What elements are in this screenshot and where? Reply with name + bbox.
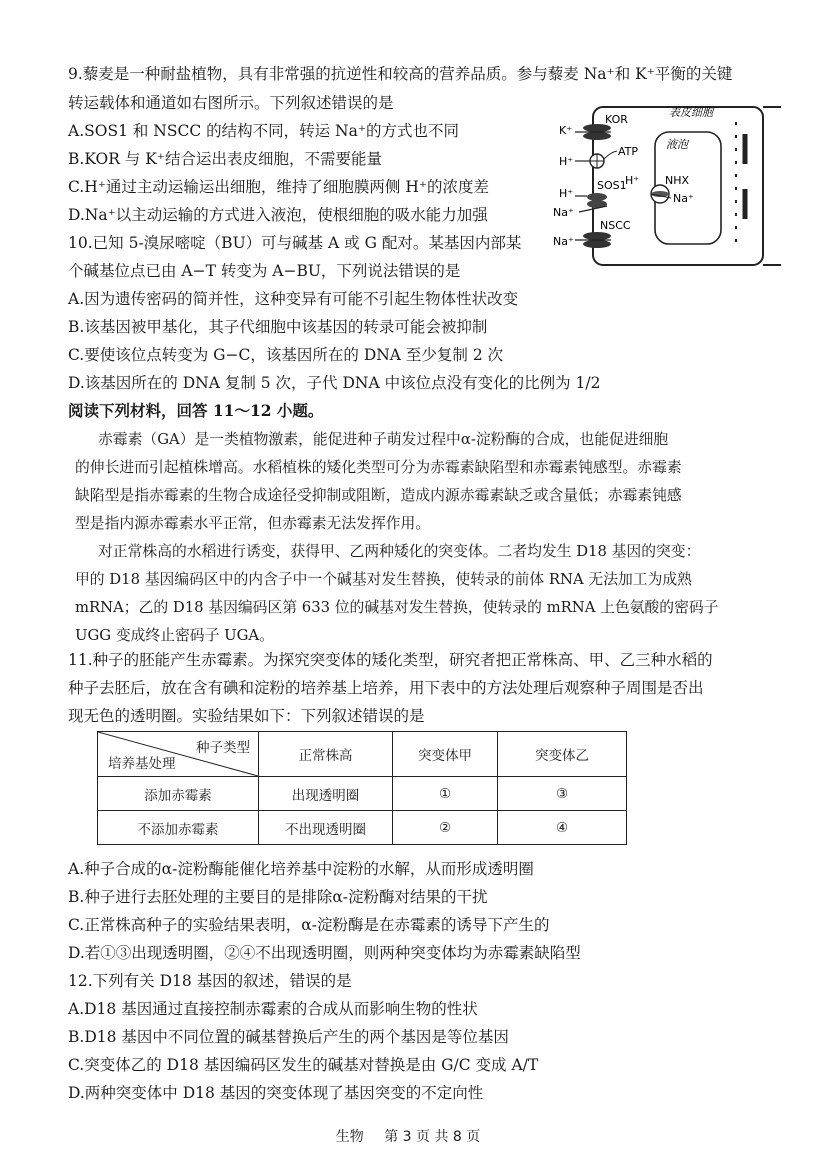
sos1-transporter bbox=[587, 193, 607, 208]
q10-option-b: B.该基因被甲基化，其子代细胞中该基因的转录可能会被抑制 bbox=[68, 318, 488, 336]
q9-option-d: D.Na⁺以主动运输的方式进入液泡，使根细胞的吸水能力加强 bbox=[68, 206, 488, 224]
material-p2-line2: 甲的 D18 基因编码区中的内含子中一个碱基对发生替换，使转录的前体 RNA 无法加工为成熟 bbox=[75, 571, 692, 588]
table-header-row bbox=[98, 732, 627, 777]
cell-label: 表皮细胞 bbox=[669, 106, 713, 119]
corner-top-label: 种子类型 bbox=[196, 740, 250, 756]
q12-option-d: D.两种突变体中 D18 基因的突变体现了基因突变的不定向性 bbox=[68, 1084, 484, 1102]
kor-label: KOR bbox=[605, 113, 628, 126]
q9-stem-line2: 转运载体和通道如右图所示。下列叙述错误的是 bbox=[68, 94, 394, 112]
table-corner-cell bbox=[98, 732, 259, 777]
na-ion-label-2: Na⁺ bbox=[553, 235, 574, 248]
q12-stem: 12.下列有关 D18 基因的叙述，错误的是 bbox=[68, 972, 352, 990]
row-label: 不添加赤霉素 bbox=[98, 811, 259, 845]
page-footer bbox=[0, 1126, 816, 1146]
k-ion-label: K⁺ bbox=[559, 124, 573, 137]
row-label: 添加赤霉素 bbox=[98, 777, 259, 811]
q11-option-c: C.正常株高种子的实验结果表明，α-淀粉酶是在赤霉素的诱导下产生的 bbox=[68, 916, 550, 934]
sos1-label: SOS1 bbox=[597, 179, 627, 192]
q9-stem-line1: 9.藜麦是一种耐盐植物，具有非常强的抗逆性和较高的营养品质。参与藜麦 Na⁺和 K⁺平衡的关键 bbox=[68, 65, 733, 83]
footer-page-number: 第 3 页 共 8 页 bbox=[384, 1129, 481, 1145]
na-ion-label-1: Na⁺ bbox=[553, 206, 574, 219]
table-header: 突变体乙 bbox=[498, 732, 627, 777]
q9-option-b: B.KOR 与 K⁺结合运出表皮细胞，不需要能量 bbox=[68, 150, 382, 168]
material-p1-line2: 的伸长进而引起植株增高。水稻植株的矮化类型可分为赤霉素缺陷型和赤霉素钝感型。赤霉素 bbox=[75, 459, 682, 476]
q12-option-b: B.D18 基因中不同位置的碱基替换后产生的两个基因是等位基因 bbox=[68, 1028, 509, 1046]
h-ion-label-1: H⁺ bbox=[559, 155, 574, 168]
table-cell: ① bbox=[393, 777, 498, 811]
material-p2-line4: UGG 变成终止密码子 UGA。 bbox=[75, 627, 274, 644]
atp-label: ATP bbox=[618, 145, 639, 158]
cell-transport-diagram bbox=[553, 104, 783, 269]
nscc-label: NSCC bbox=[600, 219, 631, 232]
material-p2-line3: mRNA；乙的 D18 基因编码区第 633 位的碱基对发生替换，使转录的 mRNA 上色氨酸的密码子 bbox=[75, 599, 719, 616]
q12-option-c: C.突变体乙的 D18 基因编码区发生的碱基对替换是由 G/C 变成 A/T bbox=[68, 1056, 539, 1074]
table-header: 突变体甲 bbox=[393, 732, 498, 777]
vacuole-label: 液泡 bbox=[666, 138, 688, 151]
material-p1-line1: 赤霉素（GA）是一类植物激素，能促进种子萌发过程中α-淀粉酶的合成，也能促进细胞 bbox=[98, 431, 669, 448]
h-ion-label-2: H⁺ bbox=[559, 187, 574, 200]
q9-option-a: A.SOS1 和 NSCC 的结构不同，转运 Na⁺的方式也不同 bbox=[68, 122, 460, 140]
table-row bbox=[98, 811, 627, 845]
q10-option-c: C.要使该位点转变为 G−C，该基因所在的 DNA 至少复制 2 次 bbox=[68, 346, 504, 364]
material-p1-line3: 缺陷型是指赤霉素的生物合成途径受抑制或阻断，造成内源赤霉素缺乏或含量低；赤霉素钝感 bbox=[75, 487, 682, 504]
h-ion-label-3: H⁺ bbox=[625, 174, 640, 187]
q10-option-d: D.该基因所在的 DNA 复制 5 次，子代 DNA 中该位点没有变化的比例为 1/2 bbox=[68, 374, 601, 392]
material-p1-line4: 型是指内源赤霉素水平正常，但赤霉素无法发挥作用。 bbox=[75, 515, 431, 532]
q11-stem-line2: 种子去胚后，放在含有碘和淀粉的培养基上培养，用下表中的方法处理后观察种子周围是否出 bbox=[68, 679, 704, 697]
table-cell: ④ bbox=[498, 811, 627, 845]
q10-stem-line1: 10.已知 5-溴尿嘧啶（BU）可与碱基 A 或 G 配对。某基因内部某 bbox=[68, 234, 522, 252]
material-p2-line1: 对正常株高的水稻进行诱变，获得甲、乙两种矮化的突变体。二者均发生 D18 基因的突变： bbox=[98, 543, 701, 560]
q11-option-a: A.种子合成的α-淀粉酶能催化培养基中淀粉的水解，从而形成透明圈 bbox=[68, 860, 534, 878]
material-heading: 阅读下列材料，回答 11～12 小题。 bbox=[68, 401, 324, 420]
na-ion-label-3: Na⁺ bbox=[673, 192, 694, 205]
table-cell: ③ bbox=[498, 777, 627, 811]
q10-stem-line2: 个碱基位点已由 A−T 转变为 A−BU，下列说法错误的是 bbox=[68, 262, 461, 280]
table-row bbox=[98, 777, 627, 811]
table-cell: ② bbox=[393, 811, 498, 845]
q9-option-c: C.H⁺通过主动运输运出细胞，维持了细胞膜两侧 H⁺的浓度差 bbox=[68, 178, 490, 196]
corner-bottom-label: 培养基处理 bbox=[108, 756, 176, 772]
q10-option-a: A.因为遗传密码的简并性，这种变异有可能不引起生物体性状改变 bbox=[68, 290, 519, 308]
table-cell: 不出现透明圈 bbox=[259, 811, 393, 845]
experiment-table bbox=[97, 731, 627, 845]
q11-stem-line3: 现无色的透明圈。实验结果如下：下列叙述错误的是 bbox=[68, 707, 425, 725]
nhx-label: NHX bbox=[665, 174, 690, 187]
q12-option-a: A.D18 基因通过直接控制赤霉素的合成从而影响生物的性状 bbox=[68, 1000, 478, 1018]
q11-option-b: B.种子进行去胚处理的主要目的是排除α-淀粉酶对结果的干扰 bbox=[68, 888, 488, 906]
q11-stem-line1: 11.种子的胚能产生赤霉素。为探究突变体的矮化类型，研究者把正常株高、甲、乙三种水稻的 bbox=[68, 651, 713, 669]
q11-option-d: D.若①③出现透明圈，②④不出现透明圈，则两种突变体均为赤霉素缺陷型 bbox=[68, 944, 581, 962]
table-header: 正常株高 bbox=[259, 732, 393, 777]
footer-subject: 生物 bbox=[335, 1129, 364, 1145]
table-cell: 出现透明圈 bbox=[259, 777, 393, 811]
